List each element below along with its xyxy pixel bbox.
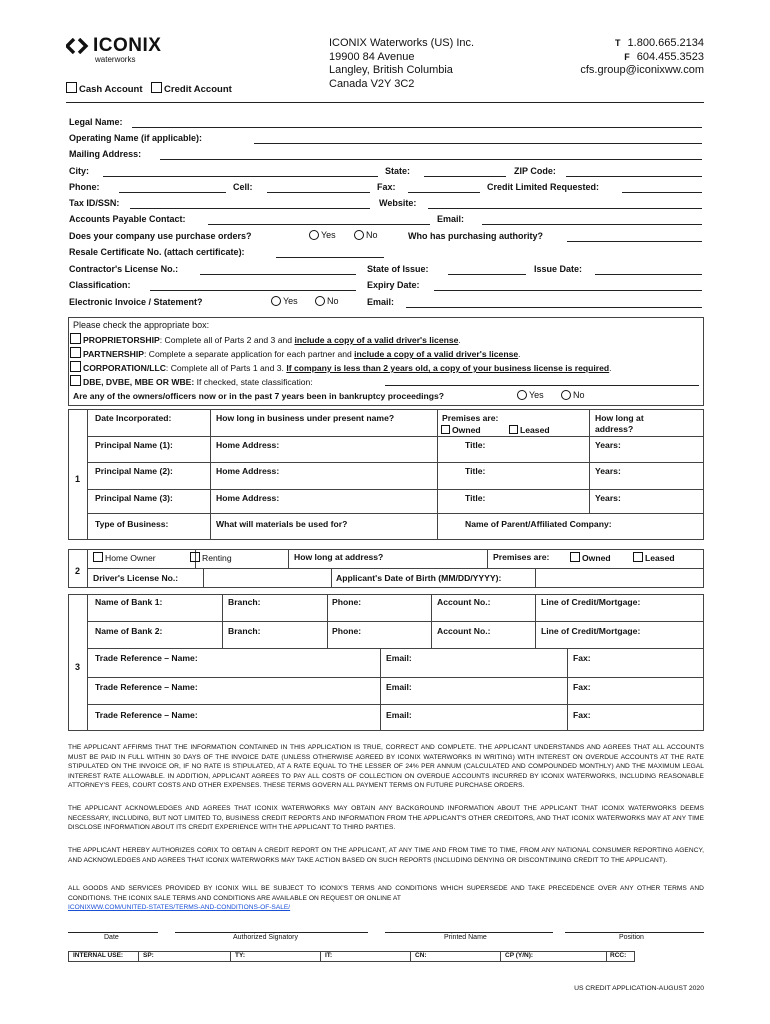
principal-3-years-label: Years:	[595, 493, 621, 503]
principal-3-label: Principal Name (3):	[95, 493, 173, 503]
e-invoice-label: Electronic Invoice / Statement?	[69, 297, 203, 307]
operating-name-label: Operating Name (if applicable):	[69, 133, 203, 143]
principal-3-title-label: Title:	[465, 493, 486, 503]
bank-1-account-label: Account No.:	[437, 597, 491, 607]
p3-col-divider-6	[567, 648, 568, 731]
terms-link[interactable]: ICONIXWW.COM/UNITED-STATES/TERMS-AND-CONDITIONS-OF-SALE/	[68, 904, 291, 911]
corporation-label: CORPORATION/LLC	[83, 363, 166, 373]
bankrupt-no-radio[interactable]	[561, 390, 571, 400]
dbe-classification-input[interactable]	[385, 385, 699, 386]
renting-label: Renting	[202, 553, 232, 563]
po-no-option[interactable]	[354, 230, 378, 240]
business-type-intro: Please check the appropriate box:	[73, 320, 210, 330]
state-of-issue-label: State of Issue:	[367, 264, 429, 274]
trade-ref-1-name-label: Trade Reference – Name:	[95, 653, 198, 663]
internal-use-label: INTERNAL USE:	[73, 952, 124, 959]
legal-paragraph-2: THE APPLICANT ACKNOWLEDGES AND AGREES THAT ICONIX WATERWORKS MAY OBTAIN ANY BACKGROUND INFORMATION ABOUT THE APPLICANT THAT ICONIX WATERWORKS DEEMS NECESSARY, INCLUDING, BUT NOT LIMITED TO, BUSINESS CREDIT REPORTS AND INFORMATION FROM THE APPLICANT'S OTHER CREDITORS, AND THAT ICONIX WATERWORKS MAY AT ANY TIME DISCLOSE INFORMATION ABOUT ITS CREDIT EXPERIENCE WITH THE APPLICANT TO THIRD PARTIES.	[68, 805, 704, 832]
dbe-option[interactable]	[70, 375, 313, 387]
corporation-checkbox[interactable]	[70, 361, 81, 372]
cell-input[interactable]	[267, 192, 370, 193]
classification-input[interactable]	[150, 290, 356, 291]
legal-paragraph-3: THE APPLICANT HEREBY AUTHORIZES CORIX TO OBTAIN A CREDIT REPORT ON THE APPLICANT, AT ANY TIME AND FROM TIME TO TIME, FROM ANY NATIONAL CONSUMER REPORTING AGENCY, AND ACKNOWLEDGES AND AGREES THAT ICONIX WATERWORKS MAY TAKE ACTION BASED ON SUCH REPORTS (INCLUDING DENYING OR DISCONTINUING CREDIT TO THE APPLICANT).	[68, 847, 704, 864]
iu-divider-5	[500, 951, 501, 962]
premises-leased-label: Leased	[520, 425, 550, 435]
state-label: State:	[385, 166, 411, 176]
resale-cert-label: Resale Certificate No. (attach certificate):	[69, 247, 245, 257]
p2-col-divider-3	[487, 549, 488, 568]
part1-number: 1	[75, 474, 81, 484]
contact-email: cfs.group@iconixww.com	[580, 64, 704, 76]
credit-account-label: Credit Account	[164, 84, 232, 95]
authorized-signature-line[interactable]	[175, 932, 368, 933]
operating-name-input[interactable]	[254, 143, 702, 144]
bankrupt-no-option[interactable]	[561, 390, 585, 400]
bank-1-phone-label: Phone:	[332, 597, 362, 607]
einv-no-option[interactable]	[315, 296, 339, 306]
iu-divider-6	[606, 951, 607, 962]
trade-ref-2-email-label: Email:	[386, 682, 412, 692]
issue-date-label: Issue Date:	[534, 264, 583, 274]
p2-leased-label: Leased	[645, 553, 675, 563]
principal-2-home-label: Home Address:	[216, 466, 280, 476]
credit-limit-input[interactable]	[622, 192, 702, 193]
partnership-requirement: include a copy of a valid driver's license	[354, 349, 519, 359]
drivers-license-label: Driver's License No.:	[93, 573, 179, 583]
header-divider	[66, 102, 704, 103]
cell-label: Cell:	[233, 182, 253, 192]
iu-divider-3	[320, 951, 321, 962]
purchasing-authority-label: Who has purchasing authority?	[408, 231, 544, 241]
date-incorporated-label: Date Incorporated:	[95, 413, 172, 423]
zip-label: ZIP Code:	[514, 166, 556, 176]
cash-account-label: Cash Account	[79, 84, 143, 95]
fax-input[interactable]	[408, 192, 480, 193]
iu-divider-4	[410, 951, 411, 962]
premises-owned-option[interactable]	[441, 425, 481, 435]
einv-no-label: No	[327, 296, 339, 306]
trade-ref-3-fax-label: Fax:	[573, 710, 591, 720]
mailing-address-input[interactable]	[160, 159, 702, 160]
position-line[interactable]	[565, 932, 704, 933]
city-input[interactable]	[103, 176, 378, 177]
p3-row-divider-2	[87, 648, 704, 649]
phone-label: T	[615, 38, 621, 48]
logo-text: ICONIX	[93, 35, 162, 56]
partnership-text: : Complete a separate application for each partner and	[143, 349, 355, 359]
proprietorship-label: PROPRIETORSHIP	[83, 335, 160, 345]
p2-owned-checkbox[interactable]	[570, 552, 580, 562]
bank-2-phone-label: Phone:	[332, 626, 362, 636]
home-owner-checkbox[interactable]	[93, 552, 103, 562]
ty-label: TY:	[235, 952, 245, 959]
home-owner-option[interactable]	[93, 552, 156, 563]
authorized-signatory-caption: Authorized Signatory	[233, 934, 298, 941]
p2-col-divider-2	[288, 549, 289, 568]
part3-number-divider	[87, 594, 88, 731]
bank-2-account-label: Account No.:	[437, 626, 491, 636]
expiry-date-label: Expiry Date:	[367, 280, 420, 290]
tax-id-input[interactable]	[130, 208, 370, 209]
principal-2-title-label: Title:	[465, 466, 486, 476]
p3-col-divider-2	[327, 594, 328, 648]
proprietorship-requirement: include a copy of a valid driver's license	[294, 335, 459, 345]
premises-owned-label: Owned	[452, 425, 481, 435]
bankruptcy-question	[73, 391, 444, 401]
part2-number: 2	[75, 566, 81, 576]
resale-cert-input[interactable]	[276, 257, 384, 258]
phone-field-label: Phone:	[69, 182, 100, 192]
p2-how-long-label: How long at address?	[294, 552, 384, 562]
proprietorship-text: : Complete all of Parts 2 and 3 and	[159, 335, 295, 345]
bankrupt-yes-label: Yes	[529, 390, 544, 400]
part1-number-divider	[87, 409, 88, 540]
bank-2-branch-label: Branch:	[228, 626, 261, 636]
company-street: 19900 84 Avenue	[329, 50, 415, 63]
principal-1-title-label: Title:	[465, 440, 486, 450]
website-input[interactable]	[428, 208, 702, 209]
p1-col-divider-3	[589, 409, 590, 513]
p2-row-divider	[87, 568, 704, 569]
einv-no-radio[interactable]	[315, 296, 325, 306]
phone-number: 1.800.665.2134	[627, 37, 704, 49]
ap-email-input[interactable]	[482, 224, 702, 225]
bankrupt-yes-option[interactable]	[517, 390, 544, 400]
bank-1-branch-label: Branch:	[228, 597, 261, 607]
part3-number: 3	[75, 662, 81, 672]
sp-label: SP:	[143, 952, 154, 959]
principal-1-label: Principal Name (1):	[95, 440, 173, 450]
company-country: Canada V2Y 3C2	[329, 77, 415, 90]
p2-col-divider-6	[535, 568, 536, 588]
po-no-radio[interactable]	[354, 230, 364, 240]
cash-account-checkbox[interactable]	[66, 82, 77, 93]
bankruptcy-question-text: Are any of the owners/officers now or in the past 7 years been in bankruptcy proceedings?	[73, 391, 445, 401]
p3-col-divider-1	[222, 594, 223, 648]
logo	[66, 36, 186, 68]
p3-col-divider-3	[431, 594, 432, 648]
phone-input[interactable]	[119, 192, 226, 193]
parent-company-label: Name of Parent/Affiliated Company:	[465, 519, 612, 529]
bank-2-name-label: Name of Bank 2:	[95, 626, 163, 636]
date-signature-line[interactable]	[68, 932, 158, 933]
principal-2-label: Principal Name (2):	[95, 466, 173, 476]
premises-label: Premises are:	[442, 413, 499, 423]
p2-owned-label: Owned	[582, 553, 611, 563]
p2-col-divider-5	[331, 568, 332, 588]
contractor-license-input[interactable]	[200, 274, 356, 275]
corporation-requirement: If company is less than 2 years old, a copy of your business license is required	[286, 363, 610, 373]
partnership-option[interactable]: PARTNERSHIP: Complete a separate application for each partner and include a copy of a valid driver's license.	[70, 347, 521, 359]
premises-leased-option[interactable]	[509, 425, 550, 435]
trade-ref-1-fax-label: Fax:	[573, 653, 591, 663]
proprietorship-checkbox[interactable]	[70, 333, 81, 344]
p2-premises-label: Premises are:	[493, 552, 550, 562]
account-type	[66, 82, 232, 95]
footer-form-id: US CREDIT APPLICATION-AUGUST 2020	[574, 985, 704, 992]
company-address	[329, 37, 474, 91]
company-city: Langley, British Columbia	[329, 64, 453, 76]
legal-name-label: Legal Name:	[69, 117, 123, 127]
dbe-label: DBE, DVBE, MBE OR WBE:	[83, 377, 195, 387]
trade-ref-2-name-label: Trade Reference – Name:	[95, 682, 198, 692]
trade-ref-3-name-label: Trade Reference – Name:	[95, 710, 198, 720]
einv-yes-radio[interactable]	[271, 296, 281, 306]
p1-col-divider-1	[210, 409, 211, 540]
premises-owned-checkbox[interactable]	[441, 425, 450, 434]
purchasing-authority-input[interactable]	[567, 241, 702, 242]
e-invoice-email-label: Email:	[367, 297, 395, 307]
bankrupt-no-label: No	[573, 390, 585, 400]
company-contact	[580, 37, 704, 78]
fax-field-label: Fax:	[377, 182, 396, 192]
cp-label: CP (Y/N):	[505, 952, 534, 959]
type-of-business-label: Type of Business:	[95, 519, 169, 529]
ap-contact-label: Accounts Payable Contact:	[69, 214, 186, 224]
it-label: IT:	[325, 952, 333, 959]
premises-leased-checkbox[interactable]	[509, 425, 518, 434]
einv-yes-option[interactable]	[271, 296, 298, 306]
website-label: Website:	[379, 198, 417, 208]
state-input[interactable]	[424, 176, 506, 177]
corporation-option[interactable]: CORPORATION/LLC: Complete all of Parts 1 and 3. If company is less than 2 years old, a copy of your business license is required.	[70, 361, 612, 373]
bank-2-credit-line-label: Line of Credit/Mortgage:	[541, 626, 641, 636]
p3-row-divider-4	[87, 704, 704, 705]
city-label: City:	[69, 166, 89, 176]
p1-row-divider-2	[87, 462, 704, 463]
logo-subtext: waterworks	[95, 55, 136, 64]
p1-row-divider-4	[87, 513, 704, 514]
p2-leased-option[interactable]	[633, 552, 675, 563]
dbe-text: If checked, state classification:	[194, 377, 313, 387]
p2-owned-option[interactable]	[570, 552, 611, 563]
classification-label: Classification:	[69, 280, 131, 290]
expiry-date-input[interactable]	[434, 290, 702, 291]
printed-name-caption: Printed Name	[444, 934, 487, 941]
zip-input[interactable]	[566, 176, 702, 177]
p3-row-divider-1	[87, 621, 704, 622]
issue-date-input[interactable]	[595, 274, 702, 275]
po-yes-radio[interactable]	[309, 230, 319, 240]
po-no-label: No	[366, 230, 378, 240]
logo-mark-icon	[66, 38, 92, 54]
principal-2-years-label: Years:	[595, 466, 621, 476]
p2-col-divider-4	[203, 568, 204, 588]
materials-use-label: What will materials be used for?	[216, 519, 348, 529]
p2-leased-checkbox[interactable]	[633, 552, 643, 562]
credit-limit-label: Credit Limited Requested:	[487, 182, 600, 192]
tax-id-label: Tax ID/SSN:	[69, 198, 120, 208]
printed-name-line[interactable]	[385, 932, 553, 933]
renting-option[interactable]	[190, 552, 232, 563]
contractor-license-label: Contractor's License No.:	[69, 264, 179, 274]
p1-row-divider-3	[87, 489, 704, 490]
position-caption: Position	[619, 934, 644, 941]
p3-row-divider-3	[87, 677, 704, 678]
state-of-issue-input[interactable]	[448, 274, 526, 275]
proprietorship-option[interactable]: PROPRIETORSHIP: Complete all of Parts 2 and 3 and include a copy of a valid driver's license.	[70, 333, 461, 345]
company-name: ICONIX Waterworks (US) Inc.	[329, 37, 475, 49]
e-invoice-email-input[interactable]	[406, 307, 702, 308]
ap-email-label: Email:	[437, 214, 465, 224]
home-owner-label: Home Owner	[105, 553, 156, 563]
credit-account-checkbox[interactable]	[151, 82, 162, 93]
principal-3-home-label: Home Address:	[216, 493, 280, 503]
legal-paragraph-1: THE APPLICANT AFFIRMS THAT THE INFORMATION CONTAINED IN THIS APPLICATION IS TRUE, CORRECT AND COMPLETE. THE APPLICANT UNDERSTANDS AND AGREES THAT ALL ACCOUNTS MUST BE PAID IN FULL WITHIN 30 DAYS OF THE INVOICE DATE (UNLESS OTHERWISE AGREED BY ICONIX WATERWORKS IN WRITING) WITH INTEREST ON OVERDUE ACCOUNTS AT THE RATE STIPULATED ON THE INVOICE OR, IF NO RATE IS STIPULATED, AT A RATE EQUAL TO THE LESSER OF 24% PER ANNUM (CALCULATED AND COMPOUNDED MONTHLY) AND THE MAXIMUM LEGAL INTEREST RATE ALLOWABLE. IN ADDITION, APPLICANT AGREES TO PAY ALL COSTS OF COLLECTION ON OVERDUE ACCOUNTS INCURRED BY ICONIX WATERWORKS, INCLUDING REASONABLE ATTORNEY'S FEES, COURT COSTS AND OTHER EXPENSES. THESE TERMS GOVERN ALL PAYMENT TERMS ON FUTURE PURCHASE ORDERS.	[68, 744, 704, 790]
principal-1-home-label: Home Address:	[216, 440, 280, 450]
legal-name-input[interactable]	[132, 127, 702, 128]
how-long-at-address-label: How long at address?	[595, 413, 644, 434]
einv-yes-label: Yes	[283, 296, 298, 306]
rcc-label: RCC:	[610, 952, 627, 959]
iu-divider-2	[230, 951, 231, 962]
trade-ref-1-email-label: Email:	[386, 653, 412, 663]
p1-col-divider-2	[437, 409, 438, 540]
principal-1-years-label: Years:	[595, 440, 621, 450]
trade-ref-3-email-label: Email:	[386, 710, 412, 720]
fax-number: 604.455.3523	[636, 50, 704, 63]
partnership-checkbox[interactable]	[70, 347, 81, 358]
date-caption: Date	[104, 934, 119, 941]
p1-row-divider-1	[87, 436, 704, 437]
bank-1-name-label: Name of Bank 1:	[95, 597, 163, 607]
p3-col-divider-4	[535, 594, 536, 648]
legal-paragraph-4: ALL GOODS AND SERVICES PROVIDED BY ICONIX WILL BE SUBJECT TO ICONIX'S TERMS AND CONDITIONS WHICH SUPERSEDE AND TAKE PRECEDENCE OVER ANY OTHER TERMS AND CONDITIONS. THE ICONIX SALE TERMS AND CONDITIONS ARE AVAILABLE ON REQUEST OR ONLINE AT	[68, 885, 704, 902]
trade-ref-2-fax-label: Fax:	[573, 682, 591, 692]
iu-divider-1	[138, 951, 139, 962]
partnership-label: PARTNERSHIP	[83, 349, 144, 359]
ap-contact-input[interactable]	[208, 224, 430, 225]
how-long-in-business-label: How long in business under present name?	[216, 413, 395, 423]
bank-1-credit-line-label: Line of Credit/Mortgage:	[541, 597, 641, 607]
bankrupt-yes-radio[interactable]	[517, 390, 527, 400]
mailing-address-label: Mailing Address:	[69, 149, 142, 159]
dbe-checkbox[interactable]	[70, 375, 81, 386]
p3-col-divider-5	[380, 648, 381, 731]
po-yes-label: Yes	[321, 230, 336, 240]
purchase-orders-question: Does your company use purchase orders?	[69, 231, 252, 241]
cn-label: CN:	[415, 952, 427, 959]
po-yes-option[interactable]	[309, 230, 336, 240]
date-of-birth-label: Applicant's Date of Birth (MM/DD/YYYY):	[336, 573, 502, 583]
corporation-text: : Complete all of Parts 1 and 3.	[165, 363, 287, 373]
fax-label: F	[624, 51, 630, 62]
renting-checkbox[interactable]	[190, 552, 200, 562]
